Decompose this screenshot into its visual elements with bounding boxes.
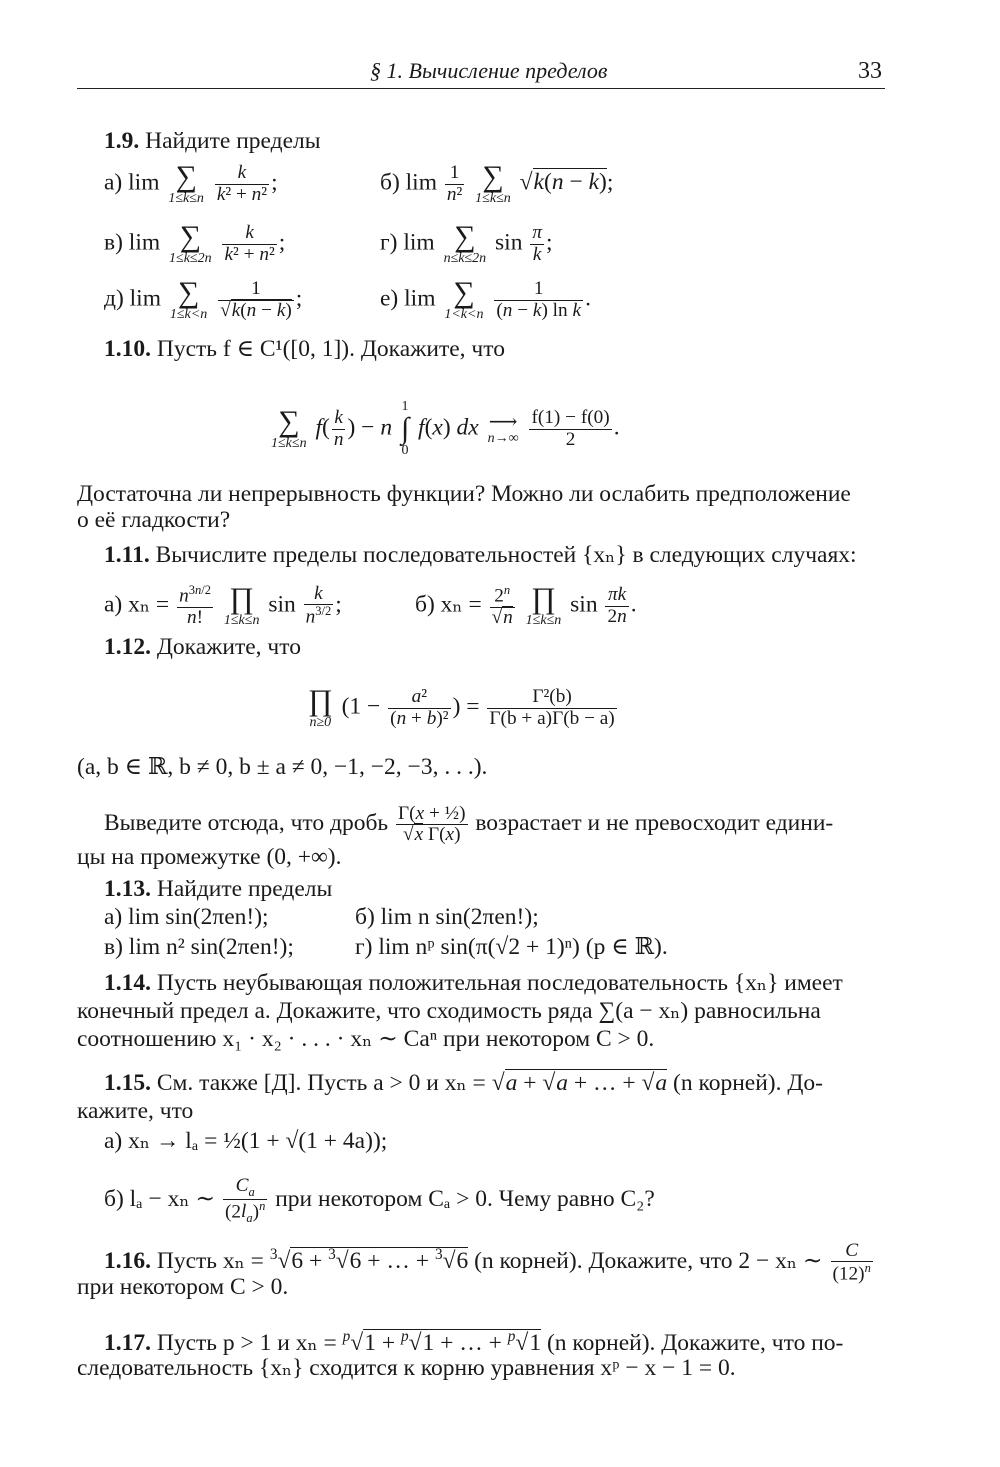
problem-text: Пусть p > 1 и xₙ =: [156, 1329, 337, 1356]
product-range: n≥0: [309, 715, 332, 730]
sum-range: n≤k≤2n: [443, 251, 487, 266]
item-label: в) lim: [104, 229, 161, 256]
problem-1-9-heading: [104, 126, 321, 156]
item-label: д) lim: [104, 285, 161, 312]
problem-number: 1.14.: [104, 970, 151, 996]
product-operator: ∏ 1≤k≤n: [223, 582, 260, 628]
rhs-denominator: Γ(b + a)Γ(b − a): [489, 707, 615, 729]
item-label: г) lim: [380, 229, 435, 256]
problem-text: Пусть f ∈ C¹([0, 1]). Докажите, что: [156, 336, 505, 362]
problem-number: 1.10.: [104, 336, 151, 362]
fraction: $\frac{k}{n}$: [333, 407, 344, 450]
page-number: 33: [858, 58, 882, 84]
problem-text: Пусть неубывающая положительная последовательность {xₙ} имеет: [156, 970, 843, 996]
fraction: [487, 687, 616, 728]
limit-d: д) lim ∑ 1≤k<n $\frac{1}{√k(n - k)}$ ;: [104, 276, 303, 322]
problem-number: 1.15.: [104, 1070, 151, 1096]
sum-operator: ∑ 1≤k≤n: [168, 160, 204, 206]
sum-operator: ∑ 1≤k≤n: [475, 160, 511, 206]
problem-1-15-line-2: кажите, что: [77, 1098, 194, 1124]
integral-upper: 1: [401, 399, 409, 414]
fraction: $\frac{\pi k}{2n}$: [607, 584, 627, 627]
fraction: $\frac{k}{\text{k² + n²}}$: [224, 222, 275, 265]
limit-g: г) lim ∑ n≤k≤2n sin $\frac{\pi}{k}$ ;: [380, 220, 553, 266]
fraction: $\frac{\pi}{k}$: [532, 222, 542, 265]
question-line-2: о её гладкости?: [77, 507, 231, 533]
problem-1-17-line-1: 1.17. Пусть p > 1 и xₙ = $^p$√1 + $^p$√1 + … + $^p$√1 (n корней). Докажите, что по-: [104, 1328, 844, 1356]
sum-range: 1<k<n: [444, 307, 484, 322]
item-label: а) lim: [104, 169, 160, 196]
limit-item-g: г) lim nᵖ sin(π(√2 + 1)ⁿ) (p ∈ ℝ).: [355, 934, 668, 960]
item-text: б) lₐ − xₙ ∼: [104, 1186, 216, 1213]
problem-number: 1.12.: [104, 634, 151, 660]
item-text: при некотором Cₐ > 0. Чему равно C₂?: [275, 1186, 655, 1213]
rhs-numerator: f(1) − f(0): [531, 407, 610, 429]
fraction: $\frac{k}{\text{k² + n²}}$: [216, 162, 268, 205]
problem-text: Найдите пределы: [156, 876, 333, 902]
problem-text: (n корней). Докажите, что 2 − xₙ ∼: [474, 1247, 823, 1274]
item-label: б) xₙ =: [415, 591, 482, 618]
problem-1-17-line-2: следовательность {xₙ} сходится к корню уравнения xᵖ − x − 1 = 0.: [77, 1355, 736, 1381]
sum-operator: ∑ 1≤k≤2n: [169, 220, 212, 266]
rhs-denominator: 2: [565, 428, 576, 450]
item-label: е) lim: [380, 285, 436, 312]
problem-1-15-item-b: [104, 1176, 655, 1225]
limit-b: б) lim $\frac{1}{\text{n²}}$ ∑ 1≤k≤n √k(n − k);: [380, 160, 614, 206]
item-label: а) xₙ =: [104, 591, 170, 618]
fraction: $\frac{C_a}{(2l_a)^n}$: [224, 1175, 266, 1226]
product-range: 1≤k≤n: [223, 613, 260, 628]
sum-range: 1≤k≤2n: [169, 251, 212, 266]
problem-text: (n корней). Докажите, что по-: [546, 1329, 844, 1356]
limit-item-a: а) lim sin(2πen!);: [104, 904, 269, 930]
header-rule: [77, 88, 885, 89]
limit-a: а) lim ∑ 1≤k≤n $\frac{k}{\text{k² + n²}}$ ;: [104, 160, 278, 206]
fraction: $\frac{C}{(12)^n}$: [832, 1239, 871, 1285]
problem-1-15-line-1: 1.15. См. также [Д]. Пусть a > 0 и xₙ = √a + √a + … + √a (n корней). До-: [104, 1070, 823, 1096]
sum-range: 1≤k≤n: [271, 436, 307, 451]
problem-number: 1.13.: [104, 876, 151, 902]
fraction: [529, 408, 611, 449]
fraction: $\frac{1}{\text{n²}}$: [446, 162, 463, 205]
problem-1-16-line-1: 1.16. Пусть xₙ = $^3$√6 + $^3$√6 + … + $^3$√6 (n корней). Докажите, что 2 − xₙ ∼ $\frac{C}{(12)^n}$: [104, 1239, 871, 1285]
formula-1-10: ∑ 1≤k≤n f( $\frac{k}{n}$ ) − n 1 ∫ 0 f(x) dx ⟶ n→∞ $\frac{f(1) - f(0)}{2}$ .: [271, 399, 620, 458]
sum-range: 1≤k≤n: [475, 191, 511, 206]
fraction: $\frac{\text{a²}}{\text{(n + b)²}}$: [390, 686, 449, 729]
sum-range: 1≤k<n: [169, 307, 208, 322]
fraction: $\frac{1}{\text{(n − k) ln k}}$: [496, 278, 582, 321]
arrow-label: n→∞: [487, 431, 519, 446]
condition-line: (a, b ∈ ℝ, b ≠ 0, b ± a ≠ 0, −1, −2, −3, . . .).: [77, 754, 488, 780]
limit-e: е) lim ∑ 1<k<n $\frac{1}{\text{(n − k) ln k}}$ .: [380, 276, 591, 322]
running-title: § 1. Вычисление пределов: [370, 58, 608, 83]
fraction: $\frac{n^{3n/2}}{n!}$: [179, 583, 211, 628]
item-label: б) lim: [380, 169, 437, 196]
gamma-ratio-line: [104, 804, 833, 845]
fraction: $\frac{1}{√k(n - k)}$: [220, 278, 292, 321]
limit-item-v: в) lim n² sin(2πen!);: [104, 934, 294, 960]
integral-operator: 1 ∫ 0: [400, 399, 410, 458]
limit-arrow: ⟶ n→∞: [487, 411, 519, 446]
limit-v: в) lim ∑ 1≤k≤2n $\frac{k}{\text{k² + n²}}$ ;: [104, 220, 286, 266]
sum-operator: ∑ 1<k<n: [444, 276, 484, 322]
problem-text: Вычислите пределы последовательностей {xₙ} в следующих случаях:: [155, 542, 857, 568]
sequence-b: б) xₙ = $\frac{2^n}{√n}$ ∏ 1≤k≤n sin $\frac{\pi k}{2n}$ .: [415, 582, 637, 628]
formula-1-12: ∏ n≥0 (1 − $\frac{\text{a²}}{\text{(n + b)²}}$ ) = $\frac{\text{Γ²(b)}}{\Gamma(b + a)\Gamma(b - a)}$: [308, 684, 615, 730]
text-part: возрастает и не превосходит едини-: [475, 810, 834, 837]
product-operator: ∏ n≥0: [308, 684, 333, 730]
sequence-a: а) xₙ = $\frac{n^{3n/2}}{n!}$ ∏ 1≤k≤n sin $\frac{k}{n^{3/2}}$ ;: [104, 582, 342, 628]
problem-1-14-line-2: конечный предел a. Докажите, что сходимость ряда ∑(a − xₙ) равносильна: [77, 998, 821, 1024]
sum-operator: ∑ 1≤k≤n: [271, 405, 307, 451]
problem-text: Найдите пределы: [145, 128, 321, 154]
problem-1-12-heading: [104, 632, 301, 662]
sum-range: 1≤k≤n: [168, 191, 204, 206]
problem-1-13-heading: [104, 874, 332, 904]
problem-text: (n корней). До-: [673, 1070, 823, 1096]
problem-text: Докажите, что: [156, 634, 301, 660]
integral-lower: 0: [401, 443, 409, 458]
fraction: $\frac{k}{n^{3/2}}$: [305, 583, 332, 628]
problem-text: Пусть xₙ =: [156, 1247, 264, 1274]
problem-1-14-line-1: [104, 968, 843, 998]
problem-1-14-line-3: соотношению x₁ · x₂ · . . . · xₙ ∼ Caⁿ при некотором C > 0.: [77, 1026, 655, 1052]
text-part: Выведите отсюда, что дробь: [104, 810, 389, 837]
problem-number: 1.16.: [104, 1247, 151, 1274]
problem-number: 1.17.: [104, 1329, 151, 1356]
interval-line: цы на промежутке (0, +∞).: [77, 844, 342, 870]
problem-number: 1.11.: [104, 542, 150, 568]
fraction: $\frac{2^n}{√n}$: [491, 583, 513, 628]
fraction: $\frac{\text{Γ(x + ½)}}{\text{√x Γ(x)}}$: [398, 803, 466, 846]
problem-text: См. также [Д]. Пусть a > 0 и xₙ =: [156, 1070, 486, 1096]
rhs-numerator: Γ²(b): [487, 687, 616, 708]
limit-item-b: б) lim n sin(2πen!);: [355, 904, 539, 930]
problem-1-16-line-2: при некотором C > 0.: [77, 1274, 289, 1300]
problem-number: 1.9.: [104, 128, 140, 154]
product-operator: ∏ 1≤k≤n: [525, 582, 562, 628]
problem-1-15-item-a: а) xₙ → lₐ = ½(1 + √(1 + 4a));: [104, 1128, 388, 1154]
problem-1-10-heading: [104, 334, 505, 364]
question-line-1: Достаточна ли непрерывность функции? Можно ли ослабить предположение: [77, 481, 851, 507]
problem-1-11-heading: [104, 540, 857, 570]
sum-operator: ∑ n≤k≤2n: [443, 220, 487, 266]
sum-operator: ∑ 1≤k<n: [169, 276, 208, 322]
